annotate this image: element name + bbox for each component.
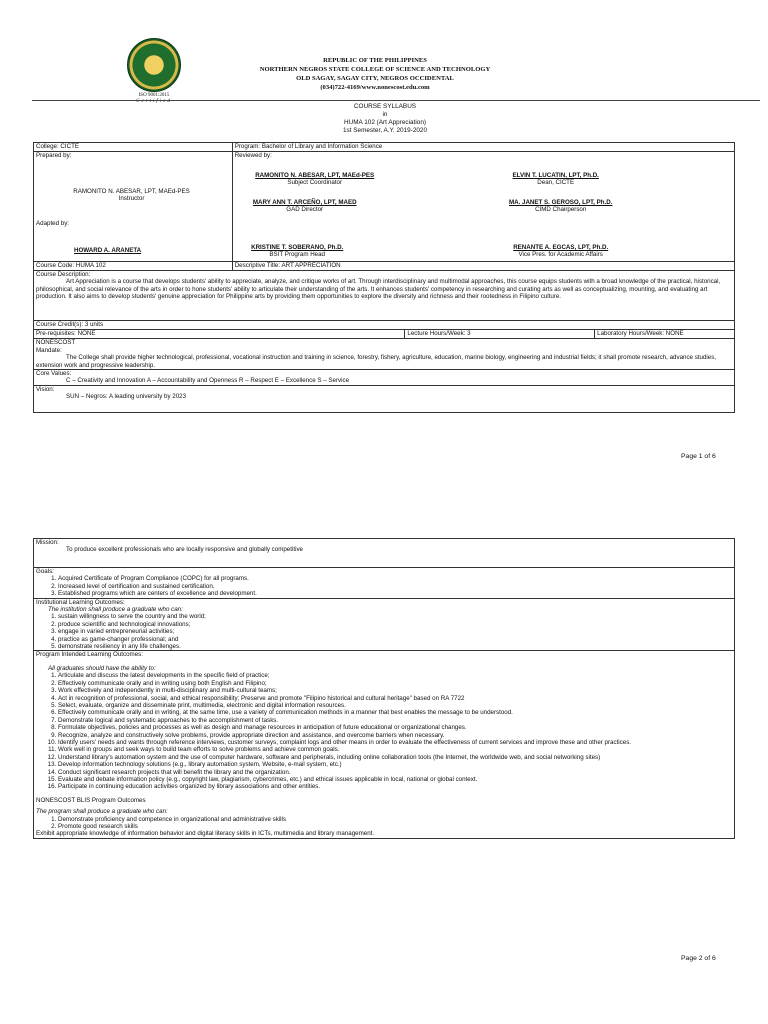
list-item: 2. produce scientific and technological innovations;	[58, 621, 732, 628]
college-address: OLD SAGAY, SAGAY CITY, NEGROS OCCIDENTAL	[296, 75, 454, 82]
reviewer-name: ELVIN T. LUCATIN, LPT, Ph.D.	[512, 172, 599, 179]
mission-text: To produce excellent professionals who are locally responsive and globally competitive	[66, 546, 303, 554]
goals-label: Goals:	[36, 568, 54, 575]
ilo-list	[36, 613, 732, 650]
list-item: 5. demonstrate resiliency in any life challenges.	[58, 643, 732, 650]
iso-certified-label: Certified	[136, 99, 172, 104]
reviewer-name: KRISTINE T. SOBERANO, Ph.D.	[251, 244, 344, 251]
table-row	[34, 568, 735, 599]
list-item: 1. sustain willingness to serve the country and the world;	[58, 613, 732, 620]
reviewer-role: Dean, CICTE	[537, 179, 575, 186]
list-item: 7. Demonstrate logical and systematic approaches to the accomplishment of tasks.	[58, 717, 732, 724]
page-number: Page 2 of 6	[681, 955, 716, 962]
reviewer-role: Vice Pres. for Academic Affairs	[518, 251, 603, 258]
list-item: 9. Recognize, analyze and constructively solve problems, provide appropriate direction and assistance, and overcome barriers when necessary.	[58, 732, 732, 739]
ilo-cell	[34, 598, 735, 651]
vision-text: SUN – Negros: A leading university by 2023	[66, 393, 187, 401]
title-line-1: COURSE SYLLABUS	[353, 103, 417, 110]
list-item: 5. Select, evaluate, organize and disseminate print, multimedia, electronic and digital information resources.	[58, 702, 732, 709]
table-row	[34, 321, 735, 330]
table-row	[34, 339, 735, 370]
page-1	[0, 0, 768, 480]
core-values-label: Core Values:	[36, 370, 72, 378]
lecture-hours-cell: Lecture Hours/Week: 3	[405, 330, 595, 339]
list-item: 1. Demonstrate proficiency and competence in organizational and administrative skills	[58, 816, 732, 823]
mandate-text: The College shall provide higher technological, professional, vocational instruction and training in science, forestry, fishery, agriculture, education, marine biology, engineering and industrial fields; it shall promote research, advance studies, extension work and progressive leadership.	[36, 354, 717, 369]
reviewer-signature	[491, 172, 621, 186]
ilo-label: Institutional Learning Outcomes:	[36, 598, 125, 606]
table-row	[34, 651, 735, 838]
reviewer-signature	[491, 199, 631, 213]
page-2	[0, 480, 768, 1024]
list-item: 2. Effectively communicate orally and in writing using both English and Filipino;	[58, 680, 732, 687]
college-seal-icon	[127, 38, 181, 92]
table-row	[34, 598, 735, 651]
preparer-signature	[34, 188, 229, 202]
reviewed-by-label: Reviewed by:	[234, 152, 272, 159]
pilo-cell	[34, 651, 735, 838]
adapter-name: HOWARD A. ARANETA	[74, 247, 142, 254]
list-item: 3. engage in varied entrepreneurial activities;	[58, 628, 732, 635]
reviewer-role: Subject Coordinator	[287, 179, 343, 186]
list-item: 1. Articulate and discuss the latest developments in the specific field of practice;	[58, 672, 732, 679]
table-row	[34, 539, 735, 568]
college-contact: (034)722-4169/www.nonescost.edu.com	[320, 84, 430, 91]
table-row	[34, 143, 735, 152]
list-item: 10. Identify users' needs and wants through reference interviews, customer surveys, complaint logs and other means in order to evaluate the effectiveness of current services and improve these and other practices.	[58, 739, 732, 746]
title-line-4: 1st Semester, A.Y. 2019-2020	[342, 127, 428, 134]
list-item: 14. Conduct significant research projects that will benefit the library and the organization.	[58, 769, 732, 776]
course-description-cell	[34, 271, 735, 321]
letterhead	[190, 56, 560, 92]
core-values-cell	[34, 370, 735, 386]
course-description-text: Art Appreciation is a course that develops students' ability to appreciate, analyze, and critique works of art. Through interdisciplinary and multimodal approaches, this course equips students with a broad knowledge of the practical, historical, philosophical, and social relevance of the arts in order to hone students' ability to articulate their understanding of the arts. It enhances students' competency in researching and curating arts as well as conceptualizing, mounting, and evaluating art production. It also aims to develop students' genuine appreciation for Philippine arts by providing them opportunities to explore the diversity and richness and their rootedness in Filipino culture.	[36, 278, 721, 301]
table-row	[34, 262, 735, 271]
list-item: 2. Promote good research skills	[58, 823, 732, 830]
goals-list	[36, 575, 732, 597]
college-name: NORTHERN NEGROS STATE COLLEGE OF SCIENCE AND TECHNOLOGY	[259, 66, 491, 73]
pilo-label: Program Intended Learning Outcomes:	[36, 651, 143, 659]
core-values-text: C – Creativity and Innovation A – Accountability and Openness R – Respect E – Excellence S – Service	[66, 377, 350, 385]
reviewed-by-cell	[232, 152, 734, 262]
syllabus-info-table	[33, 142, 735, 413]
nonescost-label: NONESCOST	[36, 339, 76, 347]
list-item: 3. Established programs which are centers of excellence and development.	[58, 590, 732, 597]
blis-intro: The program shall produce a graduate who can:	[36, 808, 168, 816]
blis-list	[36, 816, 732, 831]
blis-extra: Exhibit appropriate knowledge of information behavior and digital literacy skills in ICTs, multimedia and library management.	[36, 830, 375, 838]
list-item: 6. Effectively communicate orally and in writing, at the same time, use a variety of communication methods in a manner that best enables the message to be understood.	[58, 709, 732, 716]
republic-line: REPUBLIC OF THE PHILIPPINES	[323, 57, 427, 64]
course-description-label: Course Description:	[36, 271, 91, 278]
list-item: 16. Participate in continuing education activities organized by library associations and other entities.	[58, 783, 732, 790]
goals-cell	[34, 568, 735, 599]
reviewer-role: CIMD Chairperson	[535, 206, 587, 213]
vision-cell	[34, 385, 735, 412]
header-divider	[32, 100, 760, 101]
title-line-2: in	[382, 111, 388, 118]
mission-label: Mission:	[36, 539, 59, 546]
syllabus-title	[250, 103, 520, 135]
iso-label: ISO 9001:2015	[138, 93, 170, 98]
list-item: 4. practice as game-changer professional; and	[58, 636, 732, 643]
table-row	[34, 271, 735, 321]
table-row	[34, 330, 735, 339]
mandate-cell	[34, 339, 735, 370]
reviewer-name: MA. JANET S. GEROSO, LPT, Ph.D.	[508, 199, 613, 206]
pilo-list	[36, 672, 732, 791]
reviewer-name: RENANTE A. EGCAS, LPT, Ph.D.	[513, 244, 609, 251]
reviewer-role: BSIT Program Head	[269, 251, 325, 258]
preparer-name: RAMONITO N. ABESAR, LPT, MAEd-PES	[73, 188, 190, 195]
reviewer-signature	[491, 244, 631, 258]
prerequisites-cell: Pre-requisites: NONE	[34, 330, 405, 339]
signatories-row	[34, 152, 735, 262]
vision-label: Vision:	[36, 385, 55, 393]
mission-cell	[34, 539, 735, 568]
adapted-by-label: Adapted by:	[36, 220, 70, 227]
table-row	[34, 385, 735, 412]
preparer-role: Instructor	[118, 195, 145, 202]
pilo-intro: All graduates should have the ability to:	[48, 664, 156, 672]
reviewer-signature	[235, 199, 375, 213]
mission-goals-table	[33, 538, 735, 839]
blis-label: NONESCOST BLIS Program Outcomes	[36, 796, 146, 804]
reviewer-name: RAMONITO N. ABESAR, LPT, MAEd-PES	[255, 172, 375, 179]
reviewer-role: GAD Director	[286, 206, 324, 213]
descriptive-title-cell: Descriptive Title: ART APPRECIATION	[232, 262, 734, 271]
program-cell: Program: Bachelor of Library and Information Science	[232, 143, 734, 152]
reviewer-name: MARY ANN T. ARCEÑO, LPT, MAED	[252, 199, 357, 206]
list-item: 4. Act in recognition of professional, social, and ethical responsibility; Preserve and promote "Filipino historical and cultural heritage" based on RA 7722	[58, 695, 732, 702]
mandate-label: Mandate:	[36, 346, 62, 354]
list-item: 1. Acquired Certificate of Program Compliance (COPC) for all programs.	[58, 575, 732, 582]
lab-hours-cell: Laboratory Hours/Week: NONE	[595, 330, 735, 339]
list-item: 2. Increased level of certification and sustained certification.	[58, 583, 732, 590]
list-item: 15. Evaluate and debate information policy (e.g., copyright law, plagiarism, cybercrimes, etc.) and ethical issues applicable in local, national or global context.	[58, 776, 732, 783]
list-item: 13. Develop information technology solutions (e.g., library automation system, Website, e-mail system, etc.)	[58, 761, 732, 768]
prepared-by-cell	[34, 152, 233, 262]
list-item: 8. Formulate objectives, policies and processes as well as design and manage resources in anticipation of future educational or organizational changes.	[58, 724, 732, 731]
course-code-cell: Course Code: HUMA 102	[34, 262, 233, 271]
list-item: 11. Work well in groups and seek ways to build team efforts to solve problems and achieve common goals.	[58, 746, 732, 753]
college-cell: College: CICTE	[34, 143, 233, 152]
course-credits-cell: Course Credit(s): 3 units	[34, 321, 735, 330]
iso-certification	[122, 93, 186, 105]
ilo-intro: The institution shall produce a graduate who can:	[48, 606, 183, 614]
table-row	[34, 370, 735, 386]
reviewer-signature	[235, 172, 395, 186]
list-item: 12. Understand library's automation system and the use of computer hardware, software and peripherals, including online collaboration tools (the Internet, the worldwide web, and social networking sites)	[58, 754, 732, 761]
reviewer-signature	[235, 244, 360, 258]
prepared-by-label: Prepared by:	[36, 152, 72, 159]
title-line-3: HUMA 102 (Art Appreciation)	[343, 119, 427, 126]
page-number: Page 1 of 6	[681, 453, 716, 460]
list-item: 3. Work effectively and independently in multi-disciplinary and multi-cultural teams;	[58, 687, 732, 694]
